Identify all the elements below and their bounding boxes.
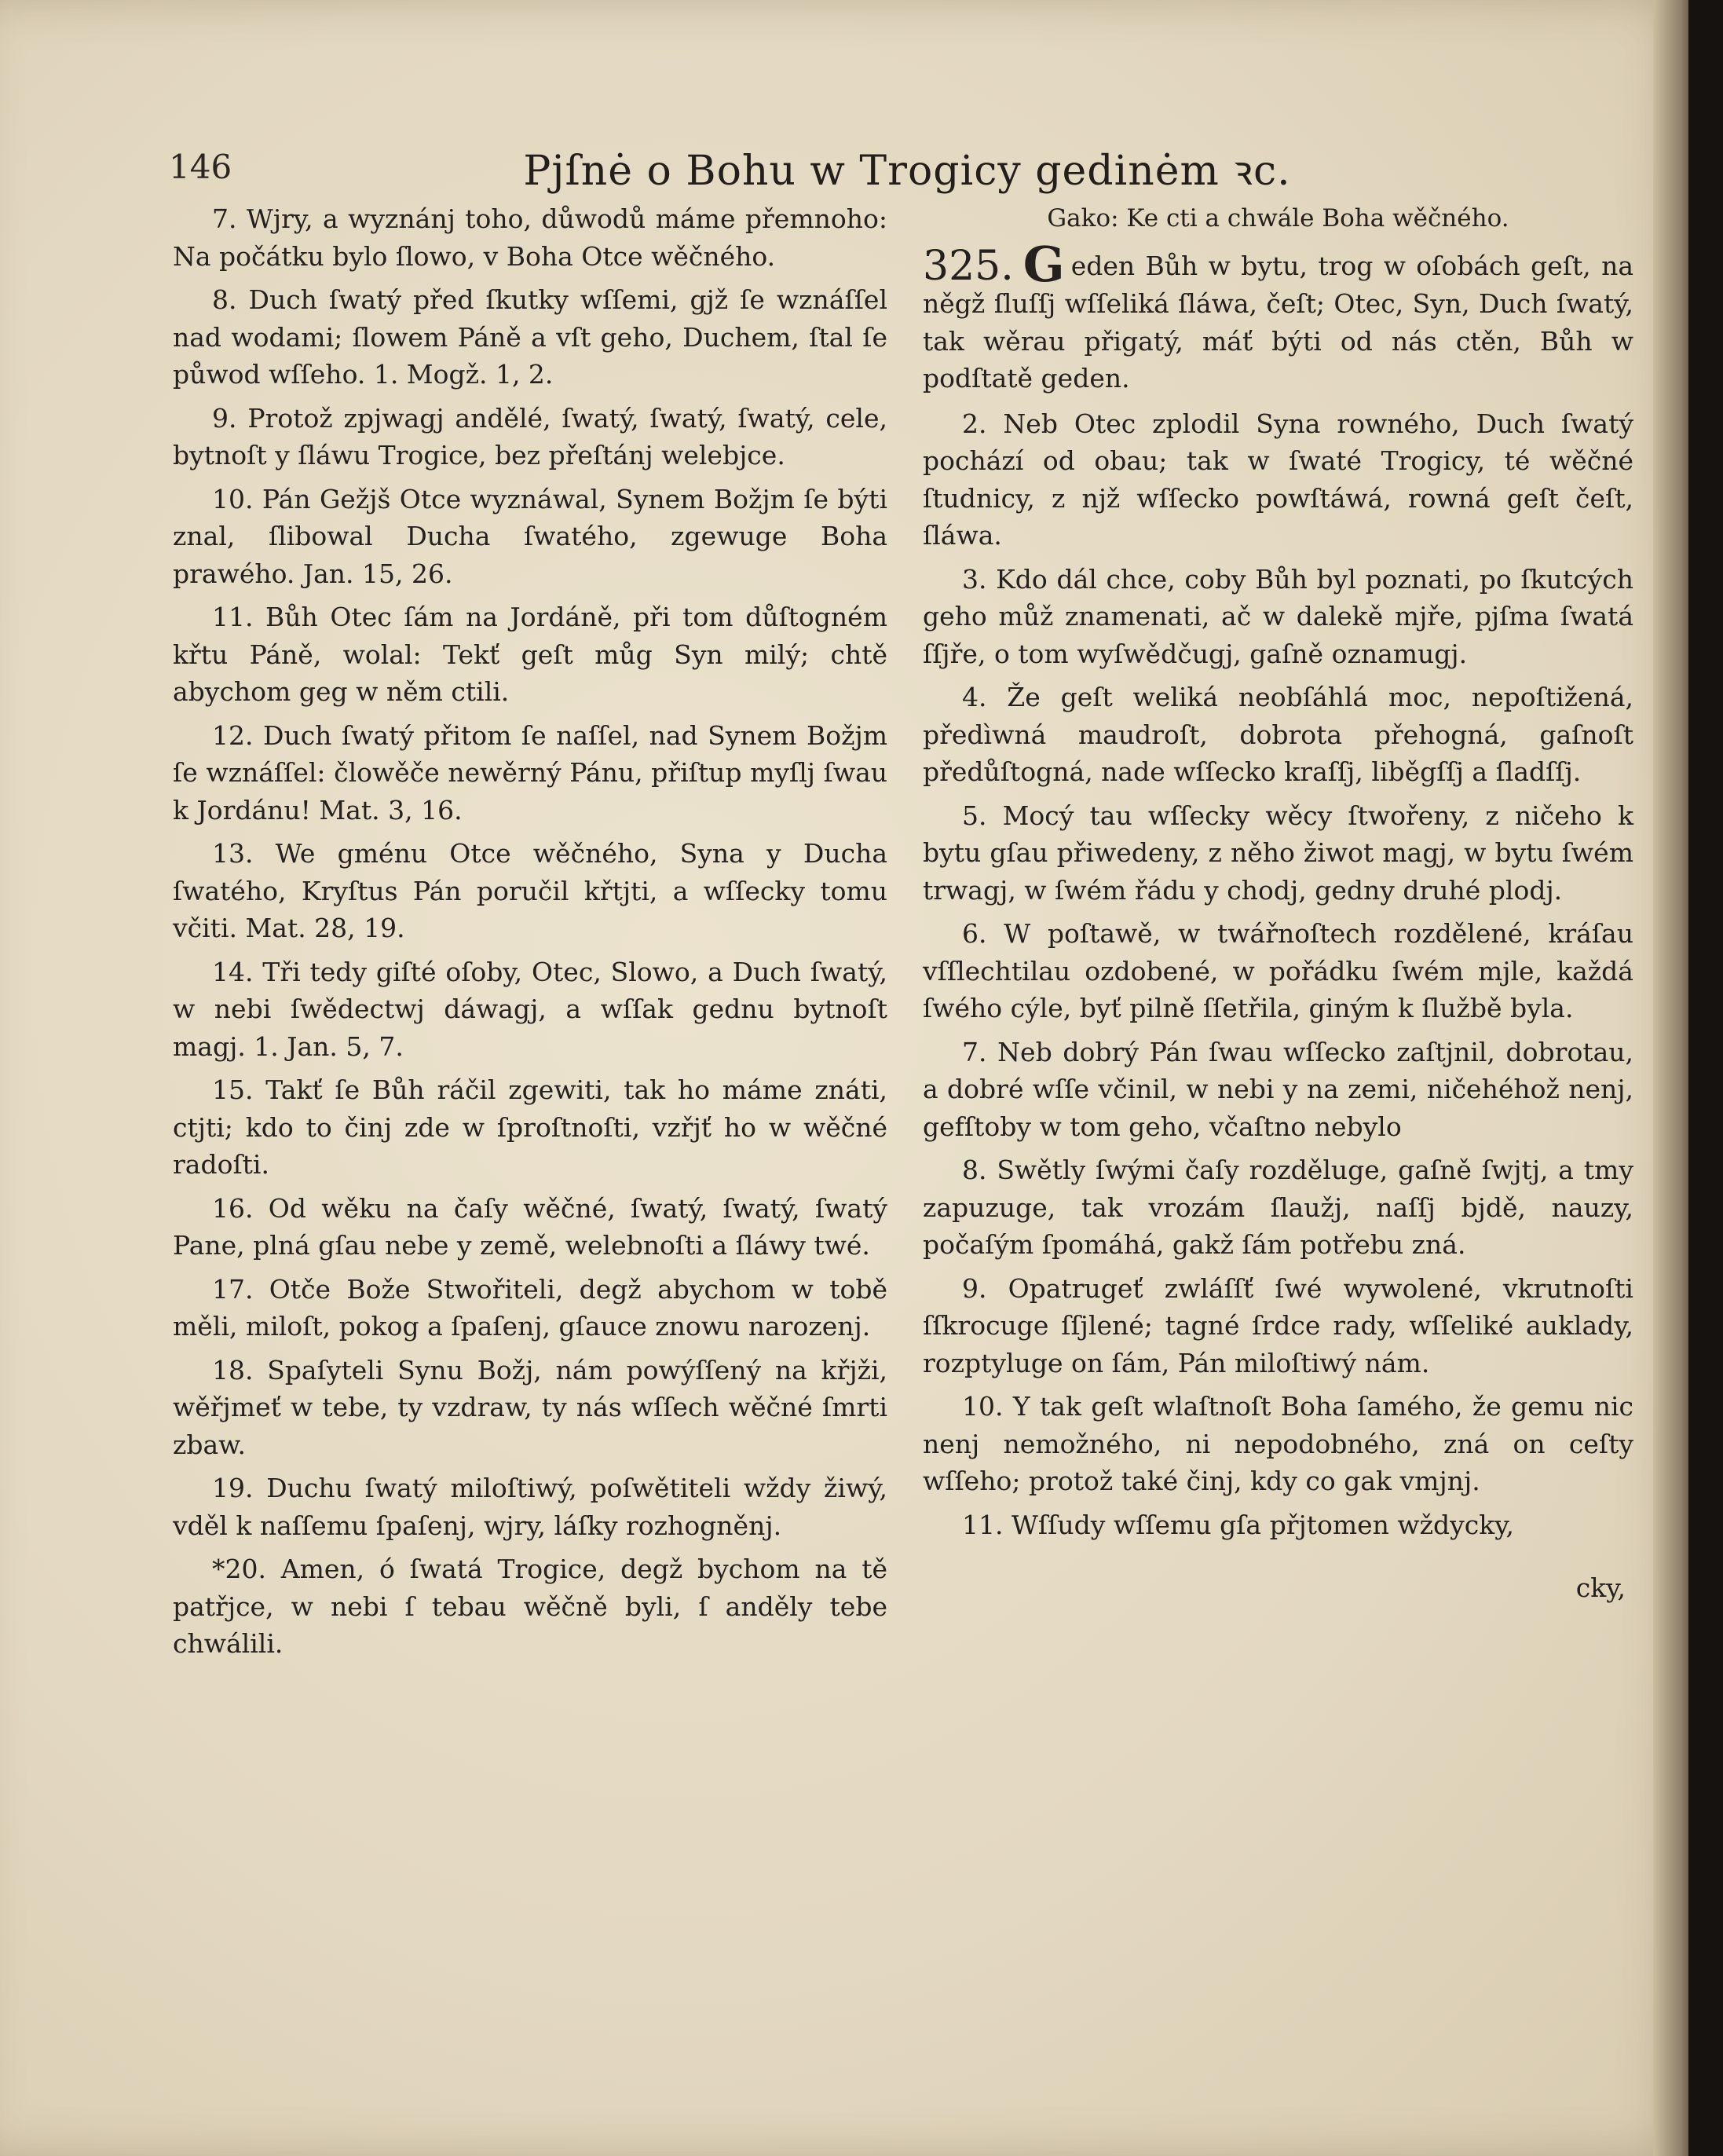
verse-20: *20. Amen, ó ſwatá Trogice, degž bychom na tě patřjce, w nebi ſ tebau wěčně byli, ſ anděly tebe chwálili. <box>173 1554 887 1659</box>
verse-17: 17. Otče Bože Stwořiteli, degž abychom w tobě měli, miloſt, pokog a ſpaſenj, gſauce znowu narozenj. <box>173 1273 887 1342</box>
right-column <box>923 200 1633 1633</box>
verse-19: 19. Duchu ſwatý miloſtiwý, poſwětiteli wždy žiwý, vděl k naſſemu ſpaſenj, wjry, láſky rozhogněnj. <box>173 1473 887 1541</box>
catchword: cky, <box>1575 1572 1626 1603</box>
verse-10: 10. Pán Gežjš Otce wyznáwal, Synem Božjm ſe býti znal, ſlibowal Ducha ſwatého, zgewuge Boha prawého. Jan. 15, 26. <box>173 483 887 589</box>
stanza-4: 4. Že geſt weliká neobſáhlá moc, nepoſtižená, předìwná maudroſt, dobrota přehogná, gaſnoſt předůſtogná, nade wſſecko kraſſj, liběgſſj a ſladſſj. <box>923 682 1633 787</box>
hymn-325-stanza-1 <box>923 235 1633 397</box>
stanza-9: 9. Opatrugeť zwláſſť ſwé wywolené, vkrutnoſti ſſkrocuge ſſjlené; tagné ſrdce rady, wſſeliké auklady, rozptyluge on ſám, Pán miloſtiwý nám. <box>923 1272 1633 1378</box>
tune-line: Gako: Ke cti a chwále Boha wěčného. <box>1047 204 1509 232</box>
running-title: Pjſnė o Bohu w Trogicy gedinėm ꝛc. <box>523 148 1291 195</box>
book-edge <box>1688 0 1723 2156</box>
stanza-3: 3. Kdo dál chce, coby Bůh byl poznati, po ſkutcých geho můž znamenati, ač w dalekě mjře, pjſma ſwatá ſſjře, o tom wyſwědčugj, gaſně oznamugj. <box>923 563 1633 669</box>
stanza-5: 5. Mocý tau wſſecky wěcy ſtwořeny, z ničeho k bytu gſau přiwedeny, z něho žiwot magj, w bytu ſwém trwagj, w ſwém řádu y chodj, gedny druhé plodj. <box>923 800 1633 906</box>
left-column <box>173 200 887 1669</box>
verse-15: 15. Takť ſe Bůh ráčil zgewiti, tak ho máme znáti, ctjti; kdo to činj zde w ſproſtnoſti, vzřjť ho w wěčné radoſti. <box>173 1074 887 1180</box>
page-number: 146 <box>169 148 232 186</box>
verse-7: 7. Wjry, a wyznánj toho, důwodů máme přemnoho: Na počátku bylo ſlowo, v Boha Otce wěčného. <box>173 203 887 272</box>
stanza-2: 2. Neb Otec zplodil Syna rowného, Duch ſwatý pochází od obau; tak w ſwaté Trogicy, té wěčné ſtudnicy, z njž wſſecko powſtáwá, rowná geſt čeſt, ſláwa. <box>923 408 1633 551</box>
page-header <box>169 141 1630 196</box>
stanza-8: 8. Swětly ſwými čaſy rozděluge, gaſně ſwjtj, a tmy zapuzuge, tak vrozám ſlaužj, naſſj bjdě, nauzy, počaſým ſpomáhá, gakž ſám potřebu zná. <box>923 1155 1633 1260</box>
stanza-7: 7. Neb dobrý Pán ſwau wſſecko zaſtjnil, dobrotau, a dobré wſſe včinil, w nebi y na zemi, ničehéhož nenj, gefſtoby w tom geho, včaſtno nebylo <box>923 1036 1633 1142</box>
stanza-10: 10. Y tak geſt wlaſtnoſt Boha ſamého, že gemu nic nenj nemožného, ni nepodobného, zná on ceſty wſſeho; protož také činj, kdy co gak vmjnj. <box>923 1391 1633 1496</box>
verse-16: 16. Od wěku na čaſy wěčné, ſwatý, ſwatý, ſwatý Pane, plná gſau nebe y země, welebnoſti a ſláwy twé. <box>173 1192 887 1261</box>
stanza-11: 11. Wſſudy wſſemu gſa přjtomen wždycky, <box>962 1509 1515 1540</box>
stanza-6: 6. W poſtawě, w twářnoſtech rozdělené, kráſau vſſlechtilau ozdobené, w pořádku ſwém mjle, každá ſwého cýle, byť pilně ſſetřila, giným k ſlužbě byla. <box>923 918 1633 1023</box>
verse-9: 9. Protož zpjwagj andělé, ſwatý, ſwatý, ſwatý, cele, bytnoſt y ſláwu Trogice, bez přeſtánj welebjce. <box>173 402 887 470</box>
verse-14: 14. Tři tedy giſté oſoby, Otec, Slowo, a Duch ſwatý, w nebi ſwědectwj dáwagj, a wſſak gednu bytnoſt magj. 1. Jan. 5, 7. <box>173 956 887 1062</box>
drop-cap: G <box>1022 235 1065 293</box>
verse-12: 12. Duch ſwatý přitom ſe naſſel, nad Synem Božjm ſe wznáſſel: člowěče newěrný Pánu, přiſtup myſlj ſwau k Jordánu! Mat. 3, 16. <box>173 719 887 825</box>
verse-13: 13. We gménu Otce wěčného, Syna y Ducha ſwatého, Kryſtus Pán poručil křtjti, a wſſecky tomu včiti. Mat. 28, 19. <box>173 838 887 943</box>
hymn-number: 325. <box>923 242 1014 290</box>
verse-8: 8. Duch ſwatý před ſkutky wſſemi, gjž ſe wznáſſel nad wodami; ſlowem Páně a vſt geho, Duchem, ſtal ſe půwod wſſeho. 1. Mogž. 1, 2. <box>173 284 887 390</box>
verse-11: 11. Bůh Otec ſám na Jordáně, při tom důſtogném křtu Páně, wolal: Tekť geſt můg Syn milý; chtě abychom geg w něm ctili. <box>173 602 887 707</box>
verse-18: 18. Spaſyteli Synu Božj, nám powýſſený na křjži, wěřjmeť w tebe, ty vzdraw, ty nás wſſech wěčné ſmrti zbaw. <box>173 1354 887 1460</box>
first-stanza-text: eden Bůh w bytu, trog w oſobách geſt, na něgž ſluſſj wſſeliká ſláwa, čeſt; Otec, Syn, Duch ſwatý, tak wěrau přigatý, máť býti od nás ctěn, Bůh w podſtatě geden. <box>923 250 1633 393</box>
